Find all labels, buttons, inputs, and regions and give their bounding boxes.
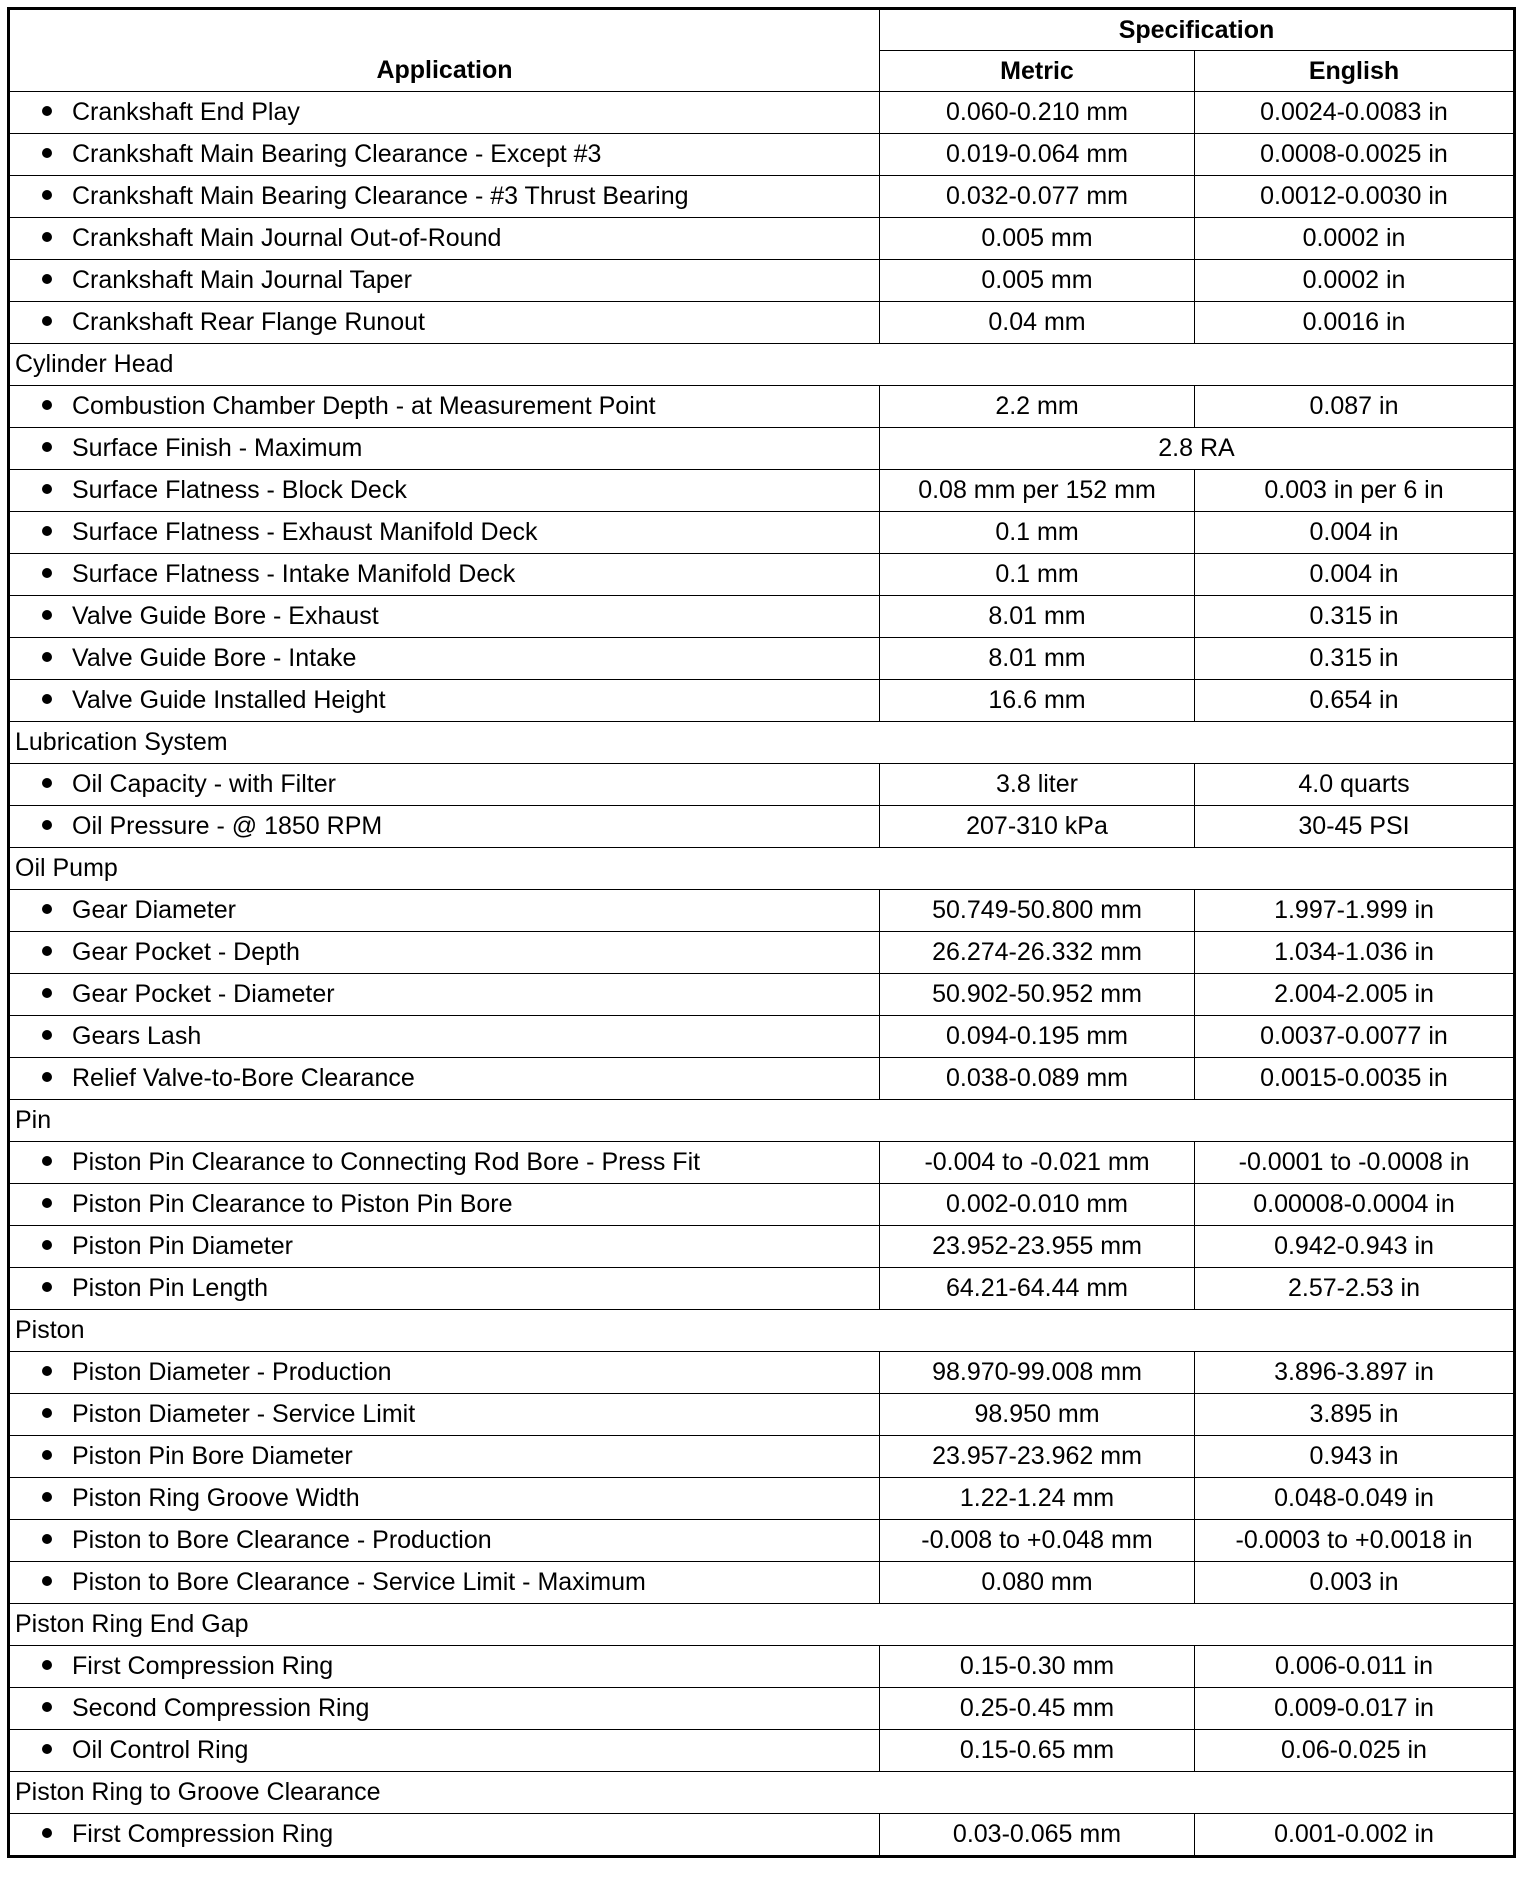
english-cell: 3.895 in [1195,1394,1515,1436]
english-cell: 0.004 in [1195,512,1515,554]
bullet-icon [42,1660,52,1670]
bullet-icon [42,1282,52,1292]
english-cell: 30-45 PSI [1195,806,1515,848]
metric-cell: 0.08 mm per 152 mm [880,470,1195,512]
table-row [9,1268,1515,1310]
table-row [9,260,1515,302]
metric-cell: -0.004 to -0.021 mm [880,1142,1195,1184]
bullet-icon [42,946,52,956]
application-cell [9,974,880,1016]
application-label: Crankshaft Rear Flange Runout [72,308,425,336]
application-label: Piston Diameter - Production [72,1358,392,1386]
table-row [9,134,1515,176]
bullet-icon [42,1240,52,1250]
application-label: Piston Pin Bore Diameter [72,1442,353,1470]
table-row [9,1646,1515,1688]
specification-header: Specification [880,9,1515,51]
bullet-icon [42,1198,52,1208]
metric-cell: 0.03-0.065 mm [880,1814,1195,1857]
table-row [9,1520,1515,1562]
section-row [9,1310,1515,1352]
application-cell [9,1268,880,1310]
english-cell: 0.048-0.049 in [1195,1478,1515,1520]
table-row [9,512,1515,554]
application-cell [9,1646,880,1688]
section-row [9,722,1515,764]
application-label: Piston Pin Diameter [72,1232,293,1260]
table-row [9,218,1515,260]
application-label: Oil Control Ring [72,1736,249,1764]
metric-header: Metric [880,51,1195,92]
english-header: English [1195,51,1515,92]
bullet-icon [42,1072,52,1082]
application-cell [9,428,880,470]
section-title: Piston Ring End Gap [9,1604,1515,1646]
table-row [9,92,1515,134]
application-label: Piston Pin Clearance to Connecting Rod Bore - Press Fit [72,1148,701,1176]
table-row [9,596,1515,638]
english-cell: 0.315 in [1195,596,1515,638]
table-row [9,932,1515,974]
application-label: Valve Guide Bore - Exhaust [72,602,379,630]
table-row [9,1814,1515,1857]
metric-cell: 0.019-0.064 mm [880,134,1195,176]
application-label: Combustion Chamber Depth - at Measurement Point [72,392,656,420]
metric-cell: 98.950 mm [880,1394,1195,1436]
bullet-icon [42,526,52,536]
bullet-icon [42,610,52,620]
application-cell [9,1016,880,1058]
bullet-icon [42,484,52,494]
metric-cell: 23.957-23.962 mm [880,1436,1195,1478]
table-row [9,1688,1515,1730]
application-cell [9,1226,880,1268]
metric-cell: 23.952-23.955 mm [880,1226,1195,1268]
section-title: Cylinder Head [9,344,1515,386]
section-row [9,848,1515,890]
bullet-icon [42,1408,52,1418]
table-row [9,1058,1515,1100]
table-row [9,428,1515,470]
application-cell [9,932,880,974]
table-row [9,806,1515,848]
application-label: First Compression Ring [72,1820,334,1848]
metric-cell: 0.04 mm [880,302,1195,344]
section-row [9,1100,1515,1142]
english-cell: 0.00008-0.0004 in [1195,1184,1515,1226]
application-label: Second Compression Ring [72,1694,370,1722]
metric-cell: 0.060-0.210 mm [880,92,1195,134]
bullet-icon [42,988,52,998]
application-cell [9,1058,880,1100]
application-cell [9,1352,880,1394]
application-cell [9,1520,880,1562]
section-row [9,1772,1515,1814]
table-row [9,470,1515,512]
metric-cell: -0.008 to +0.048 mm [880,1520,1195,1562]
application-cell [9,1730,880,1772]
metric-cell: 0.038-0.089 mm [880,1058,1195,1100]
metric-cell: 50.749-50.800 mm [880,890,1195,932]
application-cell [9,764,880,806]
application-label: Crankshaft Main Journal Out-of-Round [72,224,502,252]
application-label: Crankshaft Main Journal Taper [72,266,412,294]
english-cell: 0.06-0.025 in [1195,1730,1515,1772]
english-cell: 0.654 in [1195,680,1515,722]
table-row [9,1478,1515,1520]
english-cell: 3.896-3.897 in [1195,1352,1515,1394]
application-cell [9,302,880,344]
application-cell [9,806,880,848]
english-cell: 0.315 in [1195,638,1515,680]
metric-cell: 0.094-0.195 mm [880,1016,1195,1058]
bullet-icon [42,1156,52,1166]
metric-cell: 0.25-0.45 mm [880,1688,1195,1730]
table-row [9,1184,1515,1226]
application-label: Surface Finish - Maximum [72,434,363,462]
english-cell: 0.006-0.011 in [1195,1646,1515,1688]
bullet-icon [42,694,52,704]
english-cell: 1.997-1.999 in [1195,890,1515,932]
metric-cell: 0.032-0.077 mm [880,176,1195,218]
metric-cell: 1.22-1.24 mm [880,1478,1195,1520]
bullet-icon [42,106,52,116]
bullet-icon [42,1702,52,1712]
application-label: Relief Valve-to-Bore Clearance [72,1064,415,1092]
metric-cell: 64.21-64.44 mm [880,1268,1195,1310]
bullet-icon [42,652,52,662]
application-cell [9,1562,880,1604]
table-row [9,302,1515,344]
application-cell [9,386,880,428]
metric-cell: 0.15-0.30 mm [880,1646,1195,1688]
english-cell: 0.0024-0.0083 in [1195,92,1515,134]
english-cell: 0.942-0.943 in [1195,1226,1515,1268]
english-cell: 0.0002 in [1195,218,1515,260]
application-label: Piston to Bore Clearance - Service Limit - Maximum [72,1568,646,1596]
table-row [9,386,1515,428]
application-label: Piston to Bore Clearance - Production [72,1526,492,1554]
bullet-icon [42,1030,52,1040]
bullet-icon [42,778,52,788]
application-label: Gears Lash [72,1022,202,1050]
application-cell [9,638,880,680]
metric-cell: 0.1 mm [880,512,1195,554]
bullet-icon [42,1828,52,1838]
table-row [9,1394,1515,1436]
english-cell: 0.001-0.002 in [1195,1814,1515,1857]
application-label: First Compression Ring [72,1652,334,1680]
table-row [9,974,1515,1016]
english-cell: -0.0001 to -0.0008 in [1195,1142,1515,1184]
metric-cell: 207-310 kPa [880,806,1195,848]
application-cell [9,1478,880,1520]
metric-cell: 0.15-0.65 mm [880,1730,1195,1772]
section-row [9,344,1515,386]
table-row [9,554,1515,596]
bullet-icon [42,274,52,284]
application-cell [9,890,880,932]
table-row [9,1016,1515,1058]
application-label: Surface Flatness - Intake Manifold Deck [72,560,516,588]
application-cell [9,680,880,722]
english-cell: 1.034-1.036 in [1195,932,1515,974]
table-row [9,1730,1515,1772]
application-cell [9,134,880,176]
metric-cell: 8.01 mm [880,596,1195,638]
application-label: Piston Ring Groove Width [72,1484,360,1512]
metric-cell: 0.1 mm [880,554,1195,596]
bullet-icon [42,190,52,200]
application-cell [9,1142,880,1184]
metric-cell: 0.005 mm [880,260,1195,302]
table-row [9,176,1515,218]
application-label: Piston Pin Clearance to Piston Pin Bore [72,1190,513,1218]
application-label: Crankshaft Main Bearing Clearance - #3 Thrust Bearing [72,182,689,210]
english-cell: 0.0016 in [1195,302,1515,344]
specification-table [7,7,1516,1858]
application-cell [9,1394,880,1436]
application-label: Piston Pin Length [72,1274,268,1302]
section-title: Oil Pump [9,848,1515,890]
english-cell: 2.004-2.005 in [1195,974,1515,1016]
application-cell [9,1184,880,1226]
bullet-icon [42,820,52,830]
table-row [9,764,1515,806]
application-cell [9,554,880,596]
bullet-icon [42,232,52,242]
application-cell [9,218,880,260]
section-title: Piston Ring to Groove Clearance [9,1772,1515,1814]
table-row [9,1352,1515,1394]
table-row [9,1142,1515,1184]
metric-cell: 16.6 mm [880,680,1195,722]
application-header: Application [9,9,880,92]
english-cell: 0.004 in [1195,554,1515,596]
english-cell: 2.57-2.53 in [1195,1268,1515,1310]
application-label: Crankshaft End Play [72,98,300,126]
application-cell [9,470,880,512]
metric-cell: 0.002-0.010 mm [880,1184,1195,1226]
metric-cell: 0.080 mm [880,1562,1195,1604]
bullet-icon [42,1744,52,1754]
application-label: Oil Pressure - @ 1850 RPM [72,812,383,840]
application-cell [9,1814,880,1857]
english-cell: 0.0037-0.0077 in [1195,1016,1515,1058]
bullet-icon [42,568,52,578]
english-cell: 0.0008-0.0025 in [1195,134,1515,176]
bullet-icon [42,148,52,158]
table-row [9,1226,1515,1268]
english-cell: 0.003 in per 6 in [1195,470,1515,512]
section-title: Piston [9,1310,1515,1352]
table-row [9,680,1515,722]
application-cell [9,512,880,554]
bullet-icon [42,1534,52,1544]
application-cell [9,92,880,134]
english-cell: 0.087 in [1195,386,1515,428]
metric-cell: 2.2 mm [880,386,1195,428]
english-cell: 0.003 in [1195,1562,1515,1604]
combined-spec-cell: 2.8 RA [880,428,1515,470]
bullet-icon [42,316,52,326]
application-label: Gear Pocket - Diameter [72,980,335,1008]
application-label: Surface Flatness - Block Deck [72,476,407,504]
application-cell [9,1436,880,1478]
english-cell: -0.0003 to +0.0018 in [1195,1520,1515,1562]
application-label: Surface Flatness - Exhaust Manifold Deck [72,518,538,546]
metric-cell: 3.8 liter [880,764,1195,806]
application-label: Crankshaft Main Bearing Clearance - Except #3 [72,140,602,168]
section-title: Pin [9,1100,1515,1142]
bullet-icon [42,400,52,410]
application-label: Oil Capacity - with Filter [72,770,336,798]
application-label: Valve Guide Bore - Intake [72,644,357,672]
specification-rows [9,92,1515,1857]
application-label: Piston Diameter - Service Limit [72,1400,416,1428]
english-cell: 0.0015-0.0035 in [1195,1058,1515,1100]
application-cell [9,260,880,302]
english-cell: 0.0002 in [1195,260,1515,302]
table-row [9,638,1515,680]
metric-cell: 98.970-99.008 mm [880,1352,1195,1394]
bullet-icon [42,1450,52,1460]
section-title: Lubrication System [9,722,1515,764]
english-cell: 0.943 in [1195,1436,1515,1478]
bullet-icon [42,1366,52,1376]
table-row [9,1562,1515,1604]
table-row [9,1436,1515,1478]
bullet-icon [42,442,52,452]
application-cell [9,1688,880,1730]
bullet-icon [42,1492,52,1502]
metric-cell: 26.274-26.332 mm [880,932,1195,974]
application-cell [9,176,880,218]
table-row [9,890,1515,932]
section-row [9,1604,1515,1646]
application-label: Gear Pocket - Depth [72,938,300,966]
bullet-icon [42,1576,52,1586]
english-cell: 0.0012-0.0030 in [1195,176,1515,218]
metric-cell: 50.902-50.952 mm [880,974,1195,1016]
application-label: Valve Guide Installed Height [72,686,386,714]
english-cell: 0.009-0.017 in [1195,1688,1515,1730]
metric-cell: 0.005 mm [880,218,1195,260]
bullet-icon [42,904,52,914]
english-cell: 4.0 quarts [1195,764,1515,806]
application-cell [9,596,880,638]
metric-cell: 8.01 mm [880,638,1195,680]
application-label: Gear Diameter [72,896,236,924]
